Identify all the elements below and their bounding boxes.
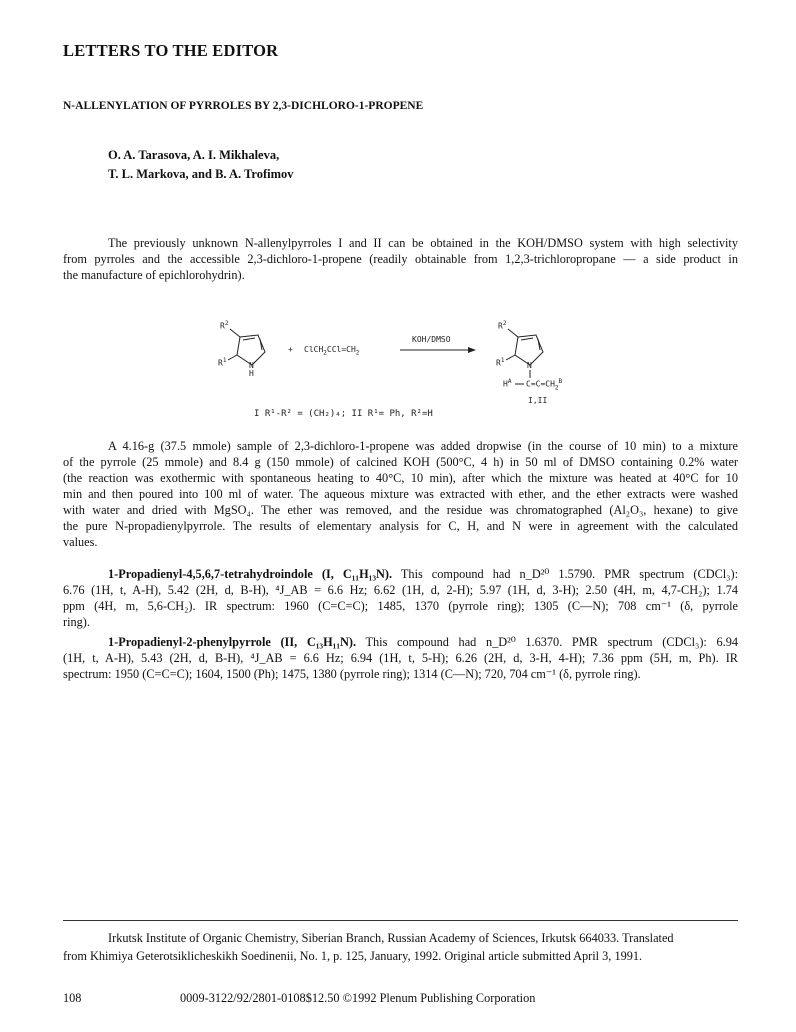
plus-sign: + [288,345,293,354]
text-line: (the reaction was exothermic with spontaneous heating to 40°C, 10 min), after which the mixture was heated at 40°C for 10 [63,471,738,485]
text-line: with water and dried with MgSO₄. The ether was removed, and the residue was chromatographed (Al₂O₃, hexane) to give [63,503,738,517]
article-title: N-ALLENYLATION OF PYRROLES BY 2,3-DICHLORO-1-PROPENE [63,100,424,112]
substituent-bond [230,329,240,337]
reaction-scheme [200,312,620,432]
substituent-bond [228,355,237,360]
product-label: I,II [528,396,548,405]
compound-2-paragraph [63,634,738,682]
footnote-line: from Khimiya Geterotsiklicheskikh Soedinenii, No. 1, p. 125, January, 1992. Original article submitted April 3, 1991. [63,949,643,963]
text-line: ppm (4H, m, 5,6-CH₂). IR spectrum: 1960 (C=C=C); 1485, 1370 (pyrrole ring); 1305 (C—N); 708 cm⁻¹ (δ, pyrrole [63,599,738,613]
page-number: 108 [63,991,82,1005]
procedure-paragraph [63,438,738,550]
text-line: 1-Propadienyl-4,5,6,7-tetrahydroindole (I, C₁₁H₁₃N). This compound had n_D²⁰ 1.5790. PMR spectrum (CDCl₃): [108,567,738,581]
r1-label: $R^1$ [496,357,505,368]
intro-paragraph [63,235,738,283]
allene-ha-label: $H^A$ [503,378,512,389]
double-bond [521,338,533,340]
footnote-divider [63,920,738,921]
text-line: 1-Propadienyl-2-phenylpyrrole (II, C₁₃H₁₁N). This compound had n_D²⁰ 1.6370. PMR spectrum (CDCl₃): 6.94 [108,635,738,649]
reaction-conditions: KOH/DMSO [412,335,451,344]
footnote [63,929,738,965]
double-bond [243,338,255,340]
reagent-formula: $ClCH_2CCl=CH_2$ [304,345,360,357]
author-line: O. A. Tarasova, A. I. Mikhaleva, [108,148,280,162]
text-line: the manufacture of epichlorohydrin). [63,268,245,282]
substituent-bond [508,329,518,337]
text-line: (1H, t, A-H), 5.43 (2H, d, B-H), ⁴J_AB = 6.6 Hz; 6.94 (1H, t, 5-H); 6.26 (2H, d, 3-H, 4-H); 7.36 ppm (5H, m, Ph). IR [63,651,738,665]
text-line: spectrum: 1950 (C=C=C); 1604, 1500 (Ph); 1475, 1380 (pyrrole ring); 1314 (C—N); 720, 704 cm⁻¹ (δ, pyrrole ring). [63,667,641,681]
author-line: T. L. Markova, and B. A. Trofimov [108,167,294,181]
hydrogen-label: H [249,369,254,378]
text-line: The previously unknown N-allenylpyrroles I and II can be obtained in the KOH/DMSO system with high selectivity [108,236,738,250]
publication-info: 0009-3122/92/2801-0108$12.50 ©1992 Plenum Publishing Corporation [180,991,536,1005]
text-line: the pure N-propadienylpyrrole. The results of elementary analysis for C, H, and N were in agreement with the calculated [63,519,738,533]
text-line: A 4.16-g (37.5 mmole) sample of 2,3-dichloro-1-propene was added dropwise (in the course of 10 min) to a mixture [108,439,738,453]
nitrogen-label: N [249,361,254,370]
substituent-bond [506,355,515,360]
compound-name: 1-Propadienyl-4,5,6,7-tetrahydroindole (I, C₁₁H₁₃N). [108,567,393,581]
r2-label: $R^2$ [498,320,507,331]
text-line: of the pyrrole (25 mmole) and 8.4 g (150 mmole) of calcined KOH (500°C, 4 h) in 50 ml of DMSO containing 0.2% water [63,455,738,469]
text-line: min and then poured into 100 ml of water. The aqueous mixture was extracted with ether, and the ether extracts were washed [63,487,738,501]
scheme-caption: I R¹-R² = (CH₂)₄; II R¹= Ph, R²=H [254,409,433,419]
reaction-arrowhead [468,347,476,353]
author-list [108,146,294,184]
r1-label: $R^1$ [218,357,227,368]
compound-1-paragraph [63,566,738,630]
allene-chain: $C=C=CH_2^B$ [526,378,563,392]
text-line: 6.76 (1H, t, A-H), 5.42 (2H, d, B-H), ⁴J_AB = 6.6 Hz; 6.62 (1H, d, 2-H); 5.97 (1H, d, 3-H); 2.50 (4H, m, 4,7-CH₂); 1.74 [63,583,738,597]
text-line: ring). [63,615,90,629]
text-line: values. [63,535,98,549]
r2-label: $R^2$ [220,320,229,331]
footnote-line: Irkutsk Institute of Organic Chemistry, Siberian Branch, Russian Academy of Sciences, Irkutsk 664033. Translated [108,931,674,945]
section-heading: LETTERS TO THE EDITOR [63,41,279,60]
compound-name: 1-Propadienyl-2-phenylpyrrole (II, C₁₃H₁₁N). [108,635,357,649]
text-line: from pyrroles and the accessible 2,3-dichloro-1-propene (readily obtainable from 1,2,3-trichloropropane — a side product in [63,252,738,266]
nitrogen-label: N [527,361,532,370]
